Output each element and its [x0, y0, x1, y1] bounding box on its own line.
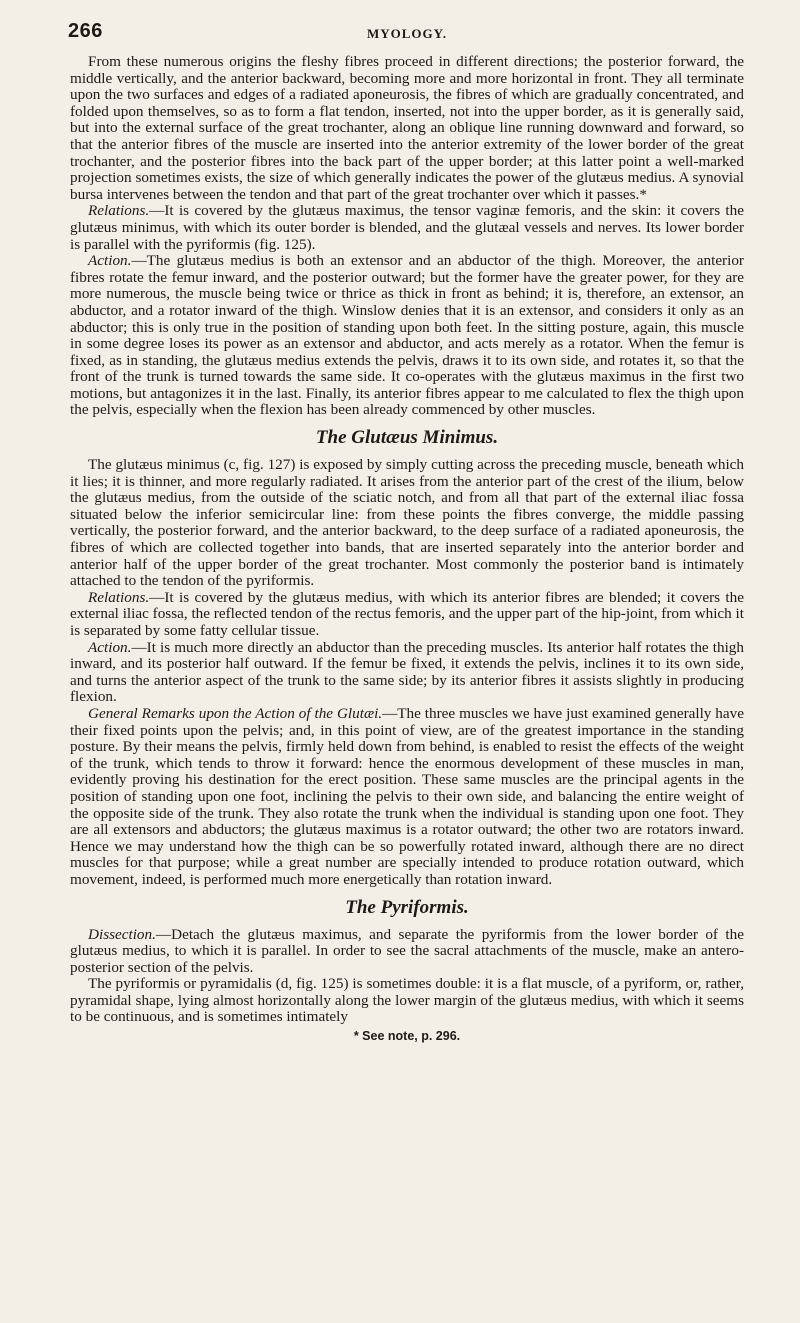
- paragraph-text: —The three muscles we have just examined generally have their fixed points upon the pelvis; and, in this point of view, are of the greatest importance in the standing posture. By their means the pelvis, firmly held down from behind, is enabled to resist the effects of the weight of the trunk, which tends to throw it forward: hence the enormous development of these muscles in man, evidently proving his destination for the erect position. These same muscles are the principal agents in the position of standing upon one foot, inclining the pelvis to their own side, and balancing the entire weight of the opposite side of the trunk. They also rotate the trunk when the individual is standing upon one foot. They are all extensors and abductors; the glutæus maximus is a rotator outward; the other two are rotators inward. Hence we may understand how the thigh can be so powerfully rotated inward, although there are no direct muscles for that purpose; while a great number are specially intended to produce rotation outward, which movement, indeed, is performed much more energetically than rotation inward.: [70, 704, 744, 888]
- paragraph-lead: Relations.: [88, 588, 150, 606]
- paragraph: [70, 203, 744, 253]
- paragraph: The pyriformis or pyramidalis (d, fig. 125) is sometimes double: it is a flat muscle, of a pyriform, or, rather, pyramidal shape, lying almost horizontally along the lower margin of the glutæus medius, with which it seems to be continuous, and is sometimes intimately: [70, 975, 744, 1026]
- running-head: MYOLOGY.: [366, 26, 448, 41]
- paragraph-text: —Detach the glutæus maximus, and separate the pyriformis from the lower border of the glutæus medius, to which it is parallel. In order to see the sacral attachments of the muscle, make an antero-posterior section of the pelvis.: [70, 925, 744, 976]
- paragraph-text: —The glutæus medius is both an extensor and an abductor of the thigh. Moreover, the anterior fibres rotate the femur inward, and the posterior outward; but the former have the greater power, for they are more numerous, the muscle being twice or thrice as thick in front as behind; it is, therefore, an extensor, an abductor, and a rotator inward of the thigh. Winslow denies that it is an extensor, and considers it only as an abductor; this is only true in the position of standing upon both feet. In the sitting posture, again, this muscle in some degree loses its power as an extensor and abductor, and acts merely as a rotator. When the femur is fixed, as in standing, the glutæus medius extends the pelvis, draws it to its own side, and rotates it, so that the front of the trunk is turned towards the same side. It co-operates with the glutæus maximus in the first two motions, but antagonizes it in the last. Finally, its anterior fibres appear to me calculated to flex the thigh upon the pelvis, especially when the flexion has been already commenced by other muscles.: [70, 252, 744, 419]
- paragraph: [70, 253, 744, 419]
- page-header: [70, 14, 744, 54]
- paragraph: [70, 590, 744, 640]
- paragraph-lead: General Remarks upon the Action of the Glutæi.: [88, 704, 383, 722]
- paragraph-text: —It is covered by the glutæus medius, with which its anterior fibres are blended; it covers the external iliac fossa, the reflected tendon of the rectus femoris, and the upper part of the hip-joint, from which it is separated by some fatty cellular tissue.: [70, 588, 744, 639]
- paragraph: [70, 706, 744, 889]
- paragraph-text: —It is covered by the glutæus maximus, the tensor vaginæ femoris, and the skin: it covers the glutæus minimus, with which its outer border is blended, and the glutæal vessels and nerves. Its lower border is parallel with the pyriformis (fig. 125).: [70, 202, 744, 253]
- paragraph-lead: Action.: [88, 252, 132, 270]
- paragraph: The glutæus minimus (c, fig. 127) is exposed by simply cutting across the preceding muscle, beneath which it lies; it is thinner, and more regularly radiated. It arises from the anterior part of the crest of the ilium, below the glutæus medius, from the outside of the sciatic notch, and from all that part of the external iliac fossa situated below the inferior semicircular line: from these points the fibres converge, the middle passing vertically, the posterior forward, and the anterior backward, to the deep surface of a radiated aponeurosis, the fibres of which are collected together into bands, that are inserted separately into the anterior border and anterior half of the upper border of the great trochanter. Most commonly the posterior band is intimately attached to the tendon of the pyriformis.: [70, 456, 744, 590]
- paragraph: [70, 927, 744, 977]
- page-number: 266: [68, 20, 103, 42]
- section-heading: The Pyriformis.: [345, 896, 469, 918]
- paragraph-lead: Relations.: [88, 202, 150, 220]
- paragraph: [70, 640, 744, 706]
- paragraph-text: —It is much more directly an abductor than the preceding muscles. Its anterior half rotates the thigh inward, and its posterior half outward. If the femur be fixed, it extends the pelvis, inclines it to its own side, and turns the anterior aspect of the trunk to the same side; by its anterior fibres it assists slightly in producing flexion.: [70, 638, 744, 706]
- page-body: [70, 54, 744, 1045]
- paragraph: From these numerous origins the fleshy fibres proceed in different directions; the posterior forward, the middle vertically, and the anterior backward, becoming more and more horizontal in front. They all terminate upon the two surfaces and edges of a radiated aponeurosis, the fibres of which are gradually concentrated, and folded upon themselves, so as to form a flat tendon, inserted, not into the upper border, as it is generally said, but into the external surface of the great trochanter, along an oblique line running downward and forward, so that the anterior fibres of the muscle are inserted into the anterior extremity of the lower border of the great trochanter, and the posterior fibres into the back part of the upper border; at this latter point a well-marked projection sometimes exists, the size of which generally indicates the power of the glutæus medius. A synovial bursa intervenes between the tendon and that part of the great trochanter over which it passes.*: [70, 53, 744, 203]
- footnote: * See note, p. 296.: [353, 1029, 461, 1044]
- section-heading: The Glutæus Minimus.: [315, 427, 499, 449]
- paragraph-lead: Dissection.: [88, 925, 156, 943]
- paragraph-lead: Action.: [88, 638, 132, 656]
